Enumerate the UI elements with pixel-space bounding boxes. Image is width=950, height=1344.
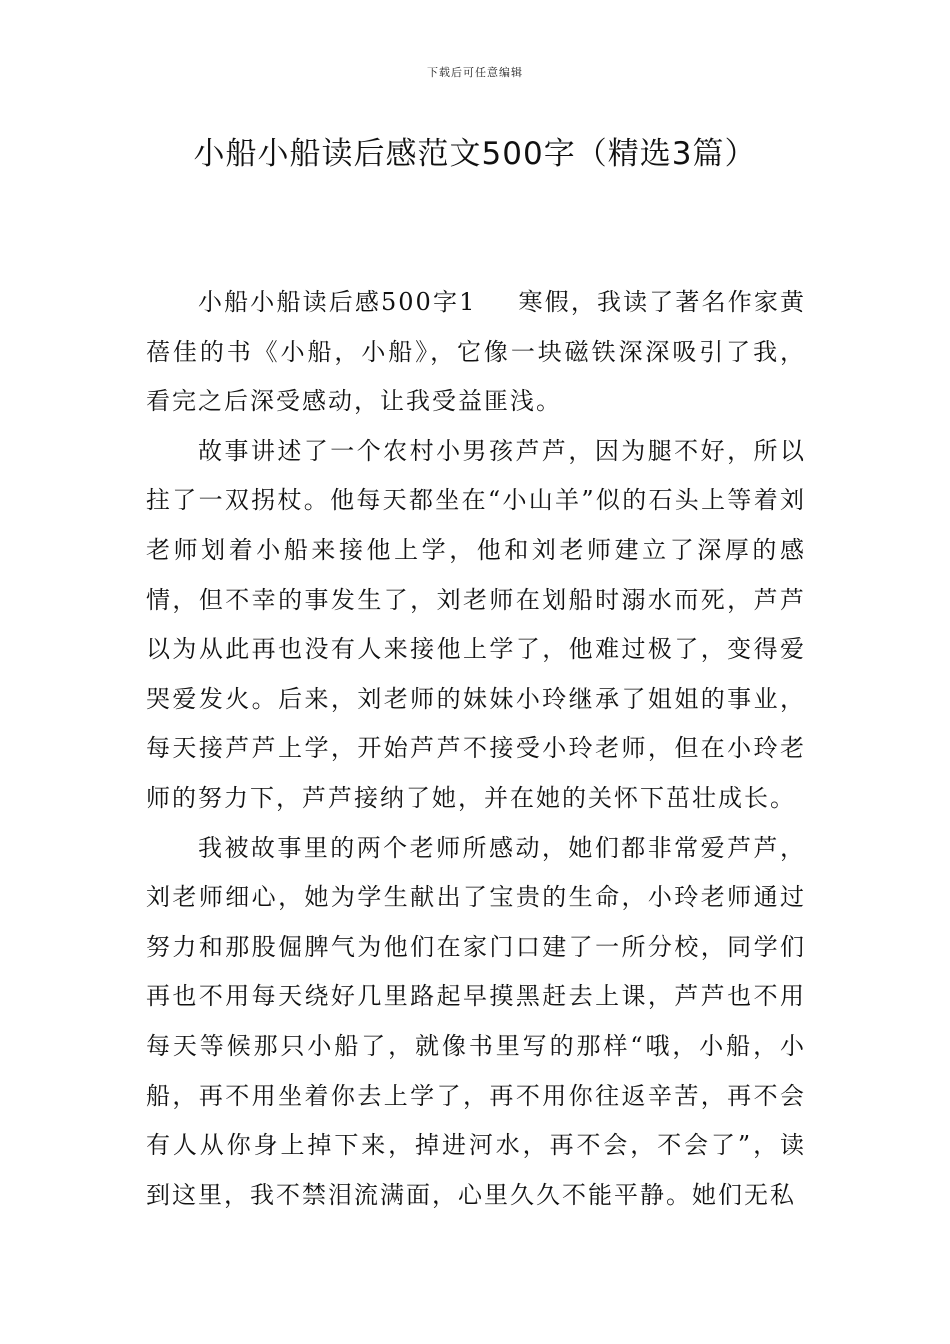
paragraph-1-text: 寒假，我读了著名作家黄蓓佳的书《小船，小船》，它像一块磁铁深深吸引了我，看完之后深受感动，让我受益匪浅。 (146, 288, 807, 416)
document-title: 小船小船读后感范文500字（精选3篇） (193, 136, 757, 172)
header-note: 下载后可任意编辑 (427, 66, 523, 79)
section-heading: 小船小船读后感500字1 (198, 288, 477, 316)
paragraph-1 (146, 278, 806, 427)
paragraph-2: 故事讲述了一个农村小男孩芦芦，因为腿不好，所以拄了一双拐杖。他每天都坐在“小山羊”似的石头上等着刘老师划着小船来接他上学，他和刘老师建立了深厚的感情，但不幸的事发生了，刘老师在划船时溺水而死，芦芦以为从此再也没有人来接他上学了，他难过极了，变得爱哭爱发火。后来，刘老师的妹妹小玲继承了姐姐的事业，每天接芦芦上学，开始芦芦不接受小玲老师，但在小玲老师的努力下，芦芦接纳了她，并在她的关怀下茁壮成长。 (146, 436, 806, 812)
paragraph-3: 我被故事里的两个老师所感动，她们都非常爱芦芦，刘老师细心，她为学生献出了宝贵的生命，小玲老师通过努力和那股倔脾气为他们在家门口建了一所分校，同学们再也不用每天绕好几里路起早摸黑赶去上课，芦芦也不用每天等候那只小船了，就像书里写的那样“哦，小船，小船，再不用坐着你去上学了，再不用你往返辛苦，再不会有人从你身上掉下来，掉进河水，再不会，不会了”，读到这里，我不禁泪流满面，心里久久不能平静。她们无私 (146, 833, 806, 1209)
document-body (146, 278, 806, 1220)
